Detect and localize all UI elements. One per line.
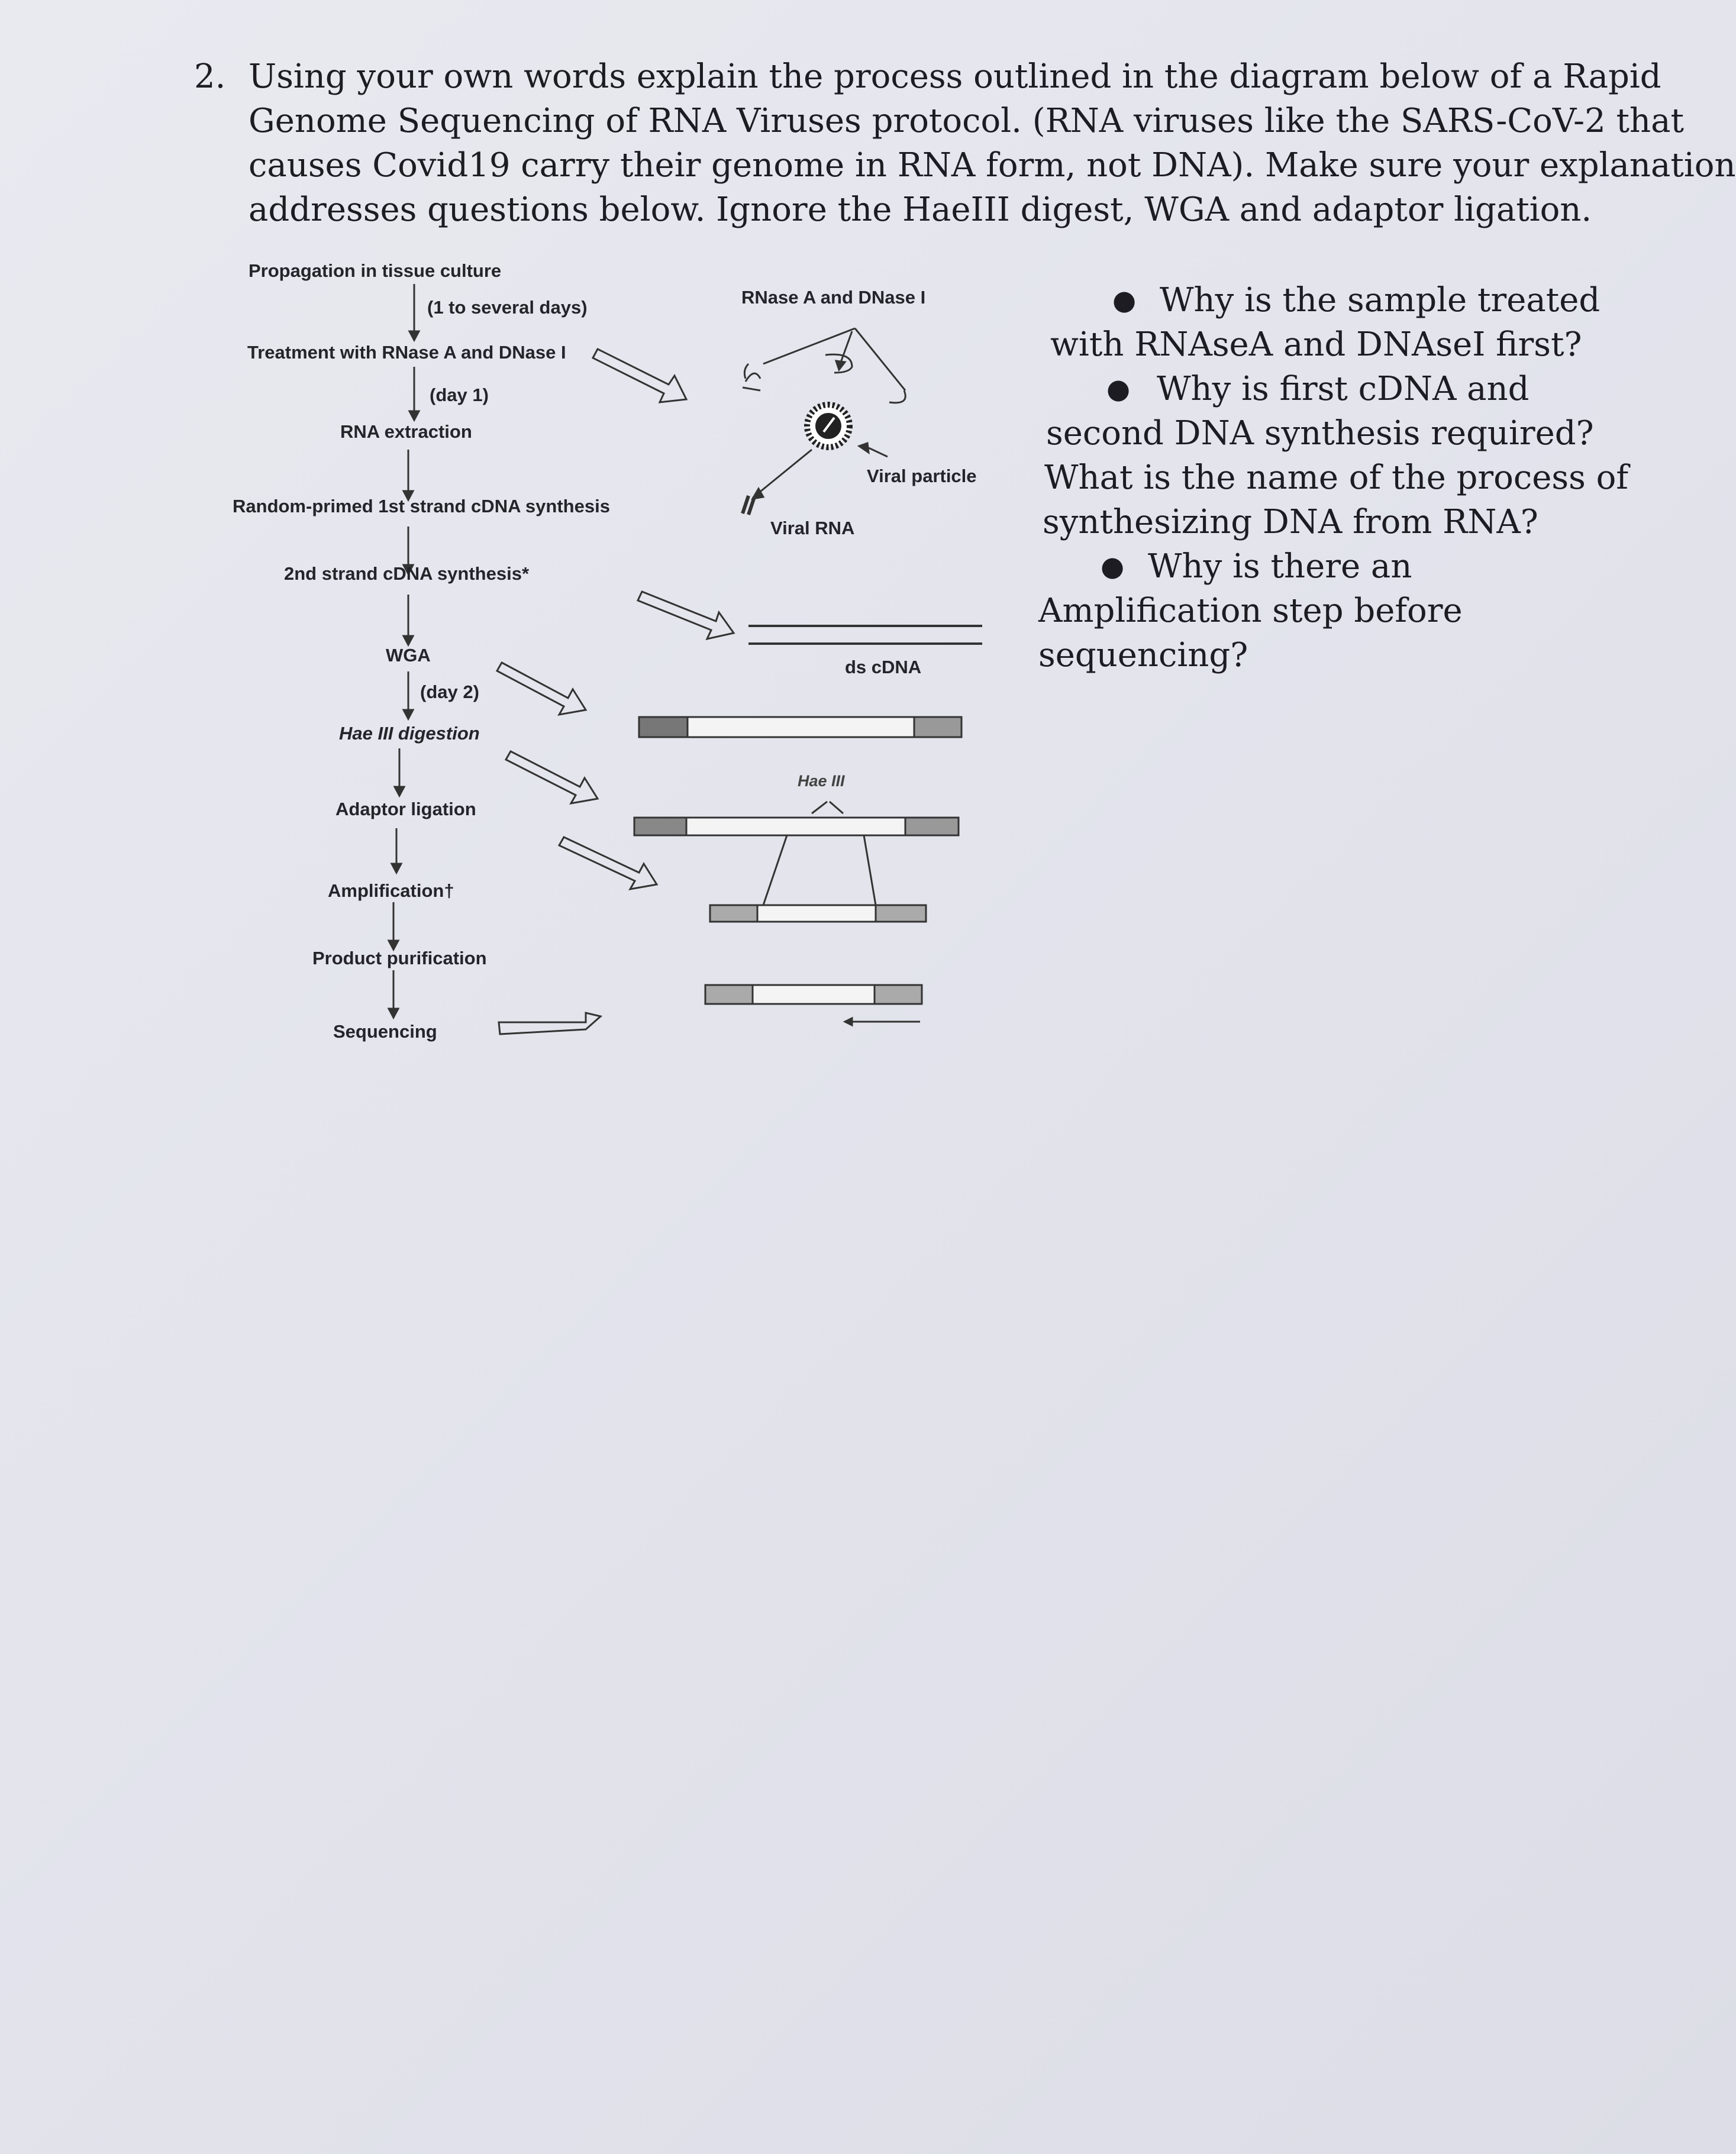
step-day1: (day 1): [430, 385, 489, 405]
bullet-icon: ●: [1106, 373, 1131, 405]
step-propagation: Propagation in tissue culture: [249, 260, 502, 281]
bullet-line: Why is the sample treated: [1160, 281, 1601, 319]
step-hae-digestion: Hae III digestion: [339, 723, 480, 744]
step-rna-extraction: RNA extraction: [340, 421, 472, 442]
step-wga: WGA: [386, 645, 431, 666]
step-amplification: Amplification†: [328, 880, 454, 901]
label-viral-rna: Viral RNA: [770, 518, 855, 538]
bullet-line: with RNAseA and DNAseI first?: [1050, 325, 1582, 364]
step-second-strand: 2nd strand cDNA synthesis*: [284, 563, 530, 584]
step-adaptor-ligation: Adaptor ligation: [335, 799, 476, 819]
step-sequencing: Sequencing: [333, 1021, 437, 1042]
step-product-purification: Product purification: [312, 948, 487, 968]
bullet-line: sequencing?: [1038, 636, 1248, 674]
bullet-line: Amplification step before: [1038, 592, 1463, 630]
bullet-line: second DNA synthesis required?: [1046, 414, 1594, 453]
bullet-line: synthesizing DNA from RNA?: [1043, 503, 1538, 541]
label-hae-site: Hae III: [798, 772, 845, 790]
question-line: Using your own words explain the process outlined in the diagram below of a Rapid: [249, 57, 1661, 96]
label-ds-cdna: ds cDNA: [845, 657, 922, 677]
question-line: Genome Sequencing of RNA Viruses protocol. (RNA viruses like the SARS-CoV-2 that: [249, 102, 1684, 140]
step-day2: (day 2): [420, 682, 479, 702]
question-line: causes Covid19 carry their genome in RNA form, not DNA). Make sure your explanation: [249, 146, 1736, 185]
question-number: 2.: [194, 57, 226, 96]
label-viral-particle: Viral particle: [867, 466, 977, 486]
label-enzymes: RNase A and DNase I: [741, 287, 926, 308]
bullet-icon: ●: [1101, 550, 1125, 582]
step-first-strand: Random-primed 1st strand cDNA synthesis: [233, 496, 610, 516]
step-propagation-time: (1 to several days): [427, 297, 588, 318]
bullet-line: Why is first cDNA and: [1157, 370, 1530, 408]
bullet-icon: ●: [1112, 284, 1137, 316]
bullet-line: What is the name of the process of: [1044, 458, 1629, 497]
question-line: addresses questions below. Ignore the HaeIII digest, WGA and adaptor ligation.: [249, 190, 1592, 229]
bullet-line: Why is there an: [1148, 547, 1412, 586]
step-treatment: Treatment with RNase A and DNase I: [247, 342, 566, 363]
